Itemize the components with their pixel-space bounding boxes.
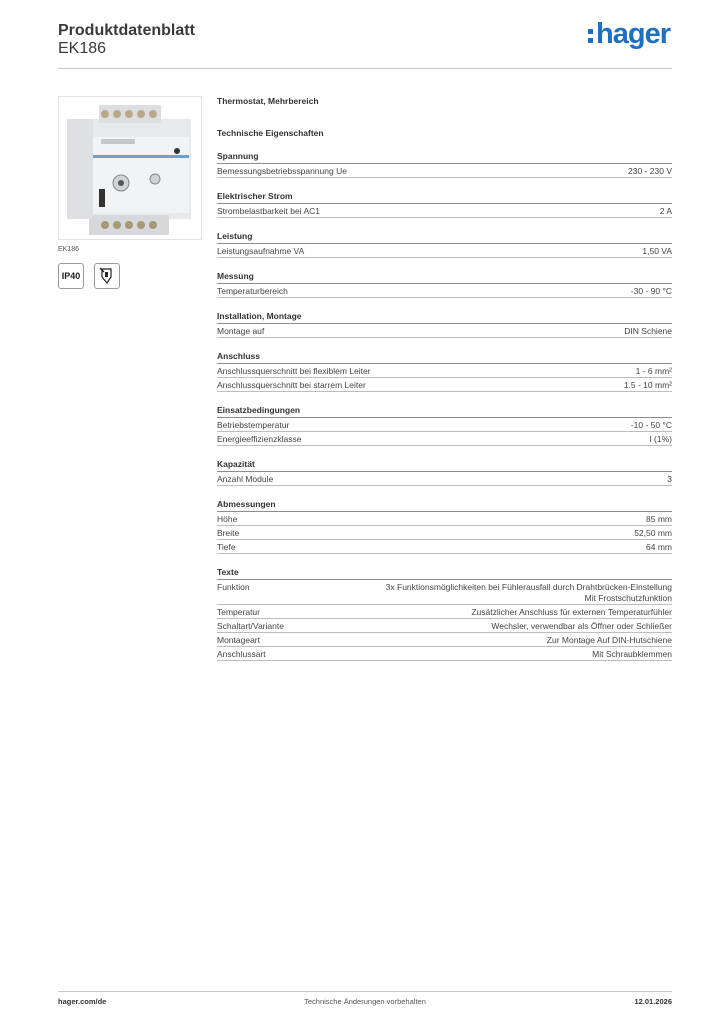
group-title: Installation, Montage: [217, 311, 672, 324]
group-title: Elektrischer Strom: [217, 191, 672, 204]
group-title: Einsatzbedingungen: [217, 405, 672, 418]
group-title: Texte: [217, 567, 672, 580]
certification-icons: [58, 263, 202, 289]
footer-divider: [58, 991, 672, 992]
spec-value: -30 - 90 °C: [630, 286, 672, 296]
spec-value: I (1%): [649, 434, 672, 444]
hager-logo: [588, 18, 670, 51]
spec-value: 1,50 VA: [642, 246, 672, 256]
device-label-icon: [94, 263, 120, 289]
spec-label: Energieeffizienzklasse: [217, 434, 302, 444]
spec-value: 3: [667, 474, 672, 484]
spec-group: [217, 191, 672, 218]
spec-row: [217, 526, 672, 540]
spec-row: [217, 580, 672, 605]
spec-value: Zusätzlicher Anschluss für externen Temperaturfühler: [471, 607, 672, 617]
spec-value: DIN Schiene: [624, 326, 672, 336]
spec-label: Funktion: [217, 582, 250, 592]
group-title: Kapazität: [217, 459, 672, 472]
spec-group: [217, 459, 672, 486]
product-title: Thermostat, Mehrbereich: [217, 96, 319, 106]
logo-text: hager: [596, 18, 670, 50]
spec-group: [217, 351, 672, 392]
spec-value: 85 mm: [646, 514, 672, 524]
spec-label: Betriebstemperatur: [217, 420, 290, 430]
image-caption: EK186: [58, 246, 80, 253]
spec-value: -10 - 50 °C: [630, 420, 672, 430]
spec-label: Schaltart/Variante: [217, 621, 284, 631]
spec-group: [217, 405, 672, 446]
spec-value: 1.5 - 10 mm²: [623, 380, 672, 390]
spec-row: [217, 647, 672, 661]
spec-label: Höhe: [217, 514, 238, 524]
spec-row: [217, 418, 672, 432]
ip40-badge: IP40: [58, 263, 84, 289]
spec-row: [217, 164, 672, 178]
footer-website-link[interactable]: hager.com/de: [58, 997, 107, 1006]
group-title: Abmessungen: [217, 499, 672, 512]
spec-value: Zur Montage Auf DIN-Hutschiene: [546, 635, 672, 645]
spec-value-group: [386, 582, 672, 604]
thermostat-device-icon: [59, 97, 201, 239]
spec-row: [217, 284, 672, 298]
spec-label: Temperatur: [217, 607, 260, 617]
page-title: Produktdatenblatt: [58, 22, 195, 39]
spec-label: Leistungsaufnahme VA: [217, 246, 305, 256]
product-code: EK186: [58, 40, 107, 57]
header-divider: [58, 68, 672, 69]
logo-mark-icon: [588, 29, 593, 43]
spec-label: Bemessungsbetriebsspannung Ue: [217, 166, 347, 176]
spec-value: 64 mm: [646, 542, 672, 552]
spec-row: [217, 540, 672, 554]
spec-group: [217, 271, 672, 298]
spec-label: Anschlussart: [217, 649, 266, 659]
spec-label: Temperaturbereich: [217, 286, 288, 296]
spec-label: Breite: [217, 528, 240, 538]
spec-value: 2 A: [659, 206, 672, 216]
spec-label: Montage auf: [217, 326, 265, 336]
spec-row: [217, 472, 672, 486]
spec-value: 230 - 230 V: [628, 166, 672, 176]
spec-row: [217, 204, 672, 218]
spec-label: Anschlussquerschnitt bei flexiblem Leiter: [217, 366, 371, 376]
spec-value-secondary: Mit Frostschutzfunktion: [584, 593, 672, 603]
spec-row: [217, 324, 672, 338]
page-header: [58, 20, 672, 68]
spec-label: Strombelastbarkeit bei AC1: [217, 206, 320, 216]
product-image: [58, 96, 202, 240]
spec-label: Tiefe: [217, 542, 236, 552]
spec-group: [217, 567, 672, 661]
spec-label: Montageart: [217, 635, 260, 645]
spec-row: [217, 432, 672, 446]
section-title: Technische Eigenschaften: [217, 128, 324, 138]
spec-group: [217, 151, 672, 178]
spec-label: Anschlussquerschnitt bei starrem Leiter: [217, 380, 366, 390]
spec-row: [217, 244, 672, 258]
spec-row: [217, 633, 672, 647]
product-media: [58, 96, 202, 289]
footer-disclaimer: Technische Änderungen vorbehalten: [304, 997, 426, 1006]
group-title: Anschluss: [217, 351, 672, 364]
footer-date: 12.01.2026: [634, 997, 672, 1006]
spec-value: 52,50 mm: [634, 528, 672, 538]
spec-group: [217, 499, 672, 554]
spec-group: [217, 311, 672, 338]
spec-value: 3x Funktionsmöglichkeiten bei Fühlerausfall durch Drahtbrücken-Einstellung: [385, 582, 672, 592]
spec-row: [217, 605, 672, 619]
spec-row: [217, 364, 672, 378]
spec-content: [217, 96, 672, 661]
spec-group: [217, 231, 672, 258]
spec-row: [217, 512, 672, 526]
spec-value: 1 - 6 mm²: [635, 366, 672, 376]
spec-label: Anzahl Module: [217, 474, 274, 484]
spec-value: Wechsler, verwendbar als Öffner oder Schließer: [491, 621, 672, 631]
spec-row: [217, 378, 672, 392]
group-title: Leistung: [217, 231, 672, 244]
spec-row: [217, 619, 672, 633]
spec-value: Mit Schraubklemmen: [592, 649, 672, 659]
group-title: Messung: [217, 271, 672, 284]
group-title: Spannung: [217, 151, 672, 164]
